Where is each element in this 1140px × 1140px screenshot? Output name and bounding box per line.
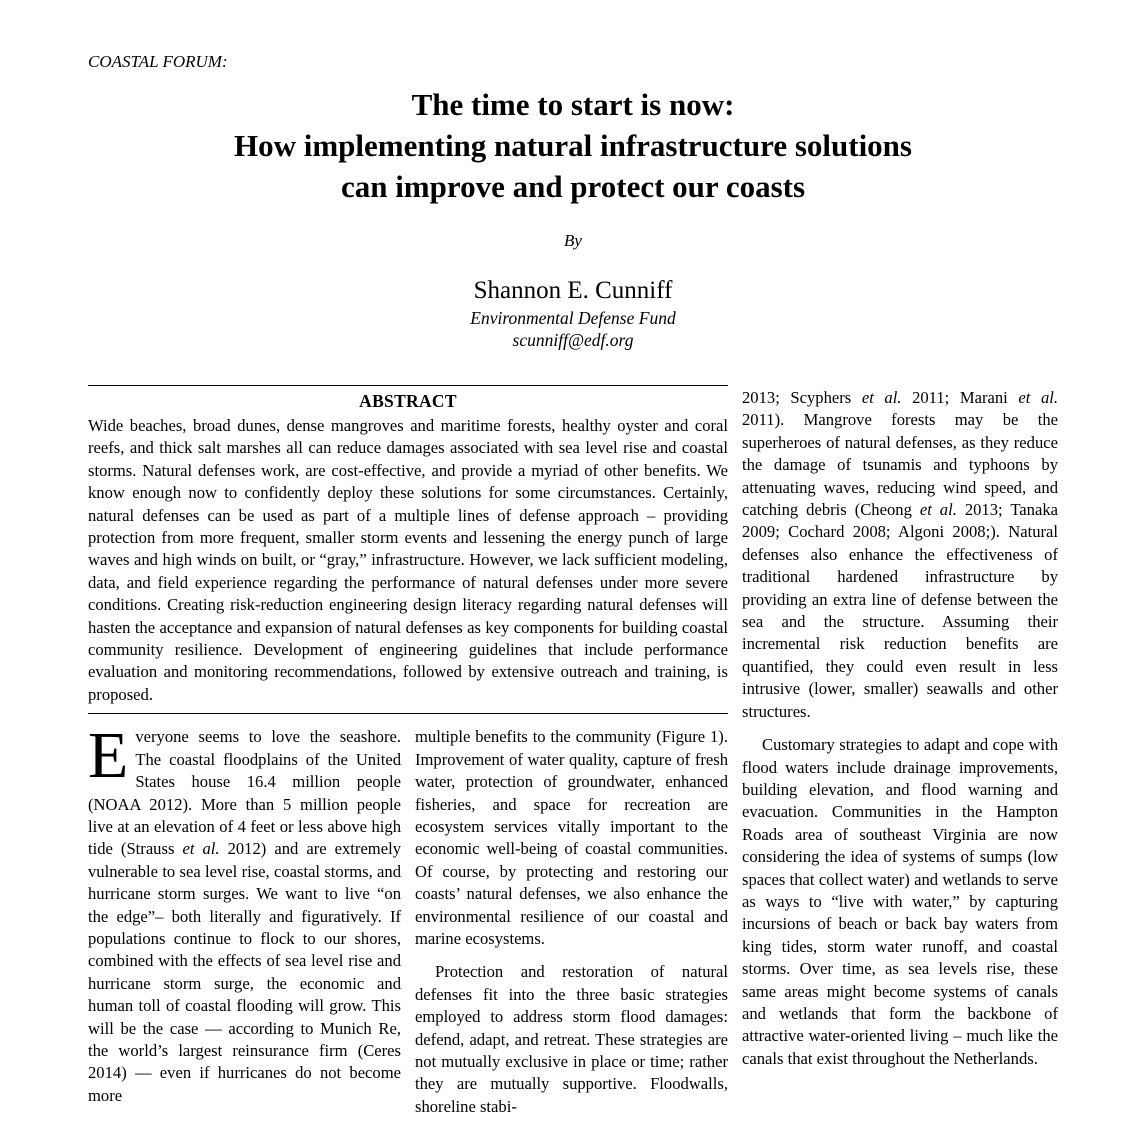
left-two-column-block — [88, 385, 728, 1118]
author-name: Shannon E. Cunniff — [473, 277, 673, 304]
body-column-1 — [88, 719, 401, 1118]
paragraph-text: veryone seems to love the seashore. The coastal floodplains of the United States house 16.4 million people (NOAA 2012). More than 5 million people live at an elevation of 4 feet or less above high tide (Strauss et al. 2012) and are extremely vulnerable to sea level rise, coastal storms, and hurricane storm surges. We want to live “on the edge”– both literally and figuratively. If populations continue to flock to our shores, combined with the effects of sea level rise and hurricane storm surge, the economic and human toll of coastal flooding will grow. This will be the case — according to Munich Re, the world’s largest reinsurance firm (Ceres 2014) — even if hurricanes do not become more — [88, 727, 401, 1105]
article-body — [88, 385, 1058, 1118]
paper-title-line-2: How implementing natural infrastructure solutions — [234, 128, 912, 163]
paragraph: 2013; Scyphers et al. 2011; Marani et al. 2011). Mangrove forests may be the superheroes of natural defenses, as they reduce the damage of tsunamis and typhoons by attenuating waves, reducing wind speed, and catching debris (Cheong et al. 2013; Tanaka 2009; Cochard 2008; Algoni 2008;). Natural defenses also enhance the effectiveness of traditional hardened infrastructure by providing an extra line of defense between the sea and the structure. Assuming their incremental risk reduction benefits are quantified, they could even result in less intrusive (lower, smaller) seawalls and other structures. — [742, 388, 1059, 721]
section-kicker: COASTAL FORUM: — [88, 52, 228, 71]
body-columns — [88, 719, 728, 1118]
abstract-heading: ABSTRACT — [359, 391, 457, 411]
author-email: scunniff@edf.org — [512, 330, 634, 350]
abstract-top-rule — [88, 385, 728, 386]
body-column-2 — [415, 726, 728, 1118]
paper-title-line-3: can improve and protect our coasts — [340, 169, 806, 204]
paragraph: Protection and restoration of natural defenses fit into the three basic strategies employed to address storm flood damages: defend, adapt, and retreat. These strategies are not mutually exclusive in place or time; rather they are mutually supportive. Floodwalls, shoreline stabi- — [415, 962, 728, 1116]
paper-title-line-1: The time to start is now: — [411, 87, 735, 122]
body-column-3 — [742, 385, 1058, 1070]
dropcap-letter: E — [88, 719, 129, 793]
paper-title — [88, 84, 1058, 207]
paragraph: multiple benefits to the community (Figure 1). Improvement of water quality, capture of fresh water, protection of groundwater, enhanced fisheries, and space for recreation are ecosystem services vitally important to the economic well-being of coastal communities. Of course, by protecting and restoring our coasts’ natural defenses, we also enhance the environmental resilience of our coastal and marine ecosystems. — [415, 727, 728, 948]
abstract-bottom-rule — [88, 713, 728, 714]
byline-by: By — [564, 231, 582, 250]
paragraph: Customary strategies to adapt and cope with flood waters include drainage improvements, building elevation, and flood warning and evacuation. Communities in the Hampton Roads area of southeast Virginia are now considering the idea of systems of sumps (low spaces that collect water) and wetlands to serve as ways to “live with water,” by capturing incursions of beach or back bay waters from king tides, storm water runoff, and coastal storms. Over time, as sea levels rise, these same areas might become systems of canals and wetlands that form the backbone of attractive water-oriented living – much like the canals that exist throughout the Netherlands. — [742, 735, 1058, 1068]
paragraph — [88, 719, 401, 1107]
author-affiliation: Environmental Defense Fund — [470, 308, 676, 328]
abstract-text: Wide beaches, broad dunes, dense mangroves and maritime forests, healthy oyster and coral reefs, and thick salt marshes all can reduce damages associated with sea level rise and coastal storms. Natural defenses work, are cost-effective, and provide a myriad of other benefits. We know enough now to confidently deploy these solutions for some circumstances. Certainly, natural defenses can be used as part of a multiple lines of defense approach – providing protection from more frequent, smaller storm events and lessening the energy punch of large waves and high winds on built, or “gray,” infrastructure. However, we lack sufficient modeling, data, and field experience regarding the performance of natural defenses under more severe conditions. Creating risk-reduction engineering design literacy regarding natural defenses will hasten the acceptance and expansion of natural defenses as key components for building coastal community resilience. Development of engineering guidelines that include performance evaluation and monitoring recommendations, followed by extensive outreach and training, is proposed. — [88, 416, 728, 704]
